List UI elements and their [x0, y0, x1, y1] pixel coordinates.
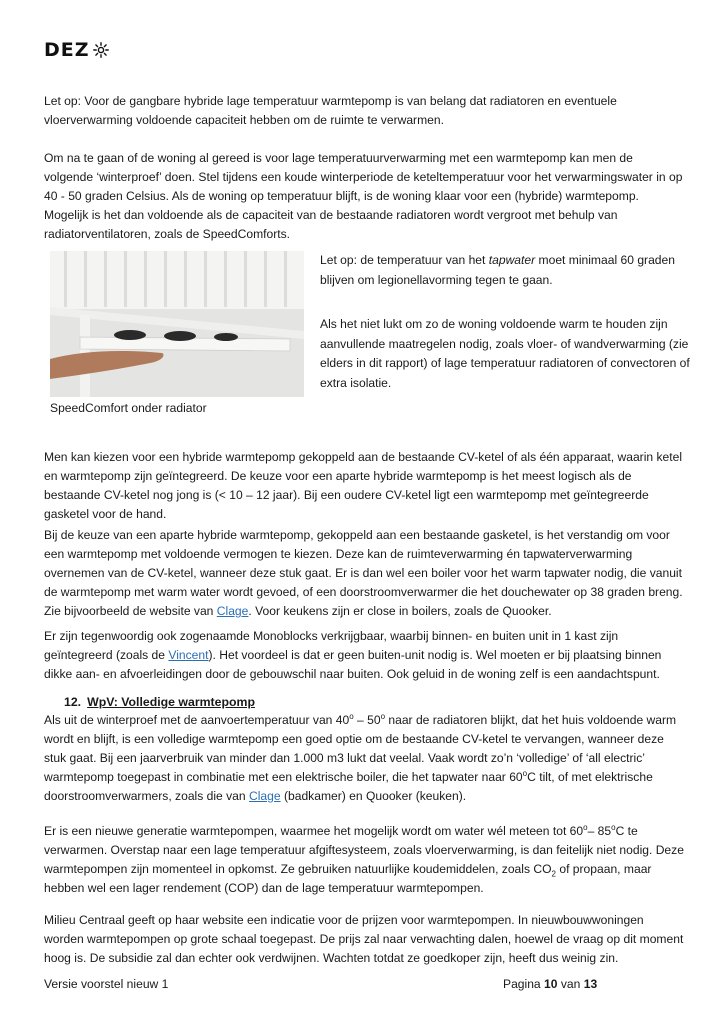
- page-current: 10: [544, 977, 558, 991]
- paragraph-hybrid-choice: Men kan kiezen voor een hybride warmtepomp gekoppeld aan de bestaande CV-ketel of als één apparaat, waarin ketel en warmtepomp zijn geïntegreerd. De keuze voor een aparte hybride warmtepomp is het meest logisch als de bestaande CV-ketel nog jong is (< 10 – 12 jaar). Bij een oudere CV-ketel ligt een warmtepomp met geïntegreerde gasketel voor de hand.: [44, 450, 683, 521]
- footer-version: Versie voorstel nieuw 1: [44, 977, 169, 991]
- clage-link-2[interactable]: Clage: [249, 789, 281, 803]
- paragraph-text: of propaan, maar hebben wel een lager rendement (COP) dan de lage temperatuur warmtepompen.: [44, 862, 652, 895]
- paragraph-text: – 85: [587, 824, 612, 838]
- paragraph-full-heatpump: [44, 711, 684, 806]
- side-note-emphasis: tapwater: [488, 253, 536, 267]
- page-of: van: [560, 977, 581, 991]
- page-label: Pagina: [503, 977, 541, 991]
- paragraph-text: naar de radiatoren blijkt, dat het huis voldoende warm wordt en blijft, is een volledige warmtepomp een goed optie om de bestaande CV-ketel te vervangen, wanneer deze stuk gaat. Bij een jaarverbruik van minder dan 1.000 m3 lukt dat veelal. Vaak wordt zo’n ‘volledige’ of ‘all electric’ warmtepomp toegepast in combinatie met een elektrische boiler, die het tapwater naar 60: [44, 713, 677, 784]
- paragraph-text: – 50: [353, 713, 381, 727]
- section-title: WpV: Volledige warmtepomp: [87, 695, 255, 709]
- degree-sup: o: [349, 711, 354, 721]
- sun-icon: [93, 42, 109, 58]
- clage-link[interactable]: Clage: [216, 604, 249, 618]
- degree-sup: o: [522, 768, 528, 778]
- logo: [44, 40, 109, 60]
- paragraph-text: Bij de keuze van een aparte hybride warmtepomp, gekoppeld aan een bestaande gasketel, is het verstandig om voor een warmtepomp met voldoende vermogen te kiezen. Deze kan de ruimteverwarming én tapwaterverwarming overnemen van de CV-ketel, wanneer deze stuk gaat. Er is dan wel een boiler voor het warm tapwater nodig, die vanuit de warmtepomp met warm water wordt gevoed, of een doorstroomverwarmer die het douchewater op 38 graden breng. Zie bijvoorbeeld de website van: [44, 528, 683, 618]
- paragraph-monoblocks: [44, 627, 684, 684]
- logo-text: DEZ: [44, 39, 90, 61]
- side-note-measures: Als het niet lukt om zo de woning voldoende warm te houden zijn aanvullende maatregelen nodig, zoals vloer- of wandverwarming (zie elders in dit rapport) of lage temperatuur radiatoren of convectoren of extra isolatie.: [320, 317, 690, 390]
- paragraph-new-generation: [44, 822, 684, 898]
- paragraph-winterproef: Om na te gaan of de woning al gereed is voor lage temperatuurverwarming met een warmtepomp kan men de volgende ‘winterproef’ doen. Stel tijdens een koude winterperiode de keteltemperatuur voor het verwarmingswater in op 40 - 50 graden Celsius. Als de woning op temperatuur blijft, is de woning klaar voor een (hybride) warmtepomp. Mogelijk is het dan voldoende als de capaciteit van de bestaande radiatoren wordt vergroot met behulp van radiatorventilatoren, zoals de SpeedComforts.: [44, 151, 683, 241]
- subscript: 2: [551, 869, 556, 879]
- paragraph-text: C tilt, of met elektrische doorstroomverwarmers, zoals die van: [44, 770, 653, 803]
- speedcomfort-photo: [50, 251, 304, 397]
- page-total: 13: [583, 977, 598, 991]
- degree-sup: o: [611, 822, 616, 832]
- paragraph-text: ). Het voordeel is dat er geen buiten-unit nodig is. Wel moeten er bij plaatsing binnen dikke aan- en afvoerleidingen door de gebouwschil naar buiten. Ook geluid in de woning zelf is een aandachtspunt.: [44, 648, 662, 681]
- side-note-tapwater: [320, 251, 690, 290]
- side-note-text: Let op: de temperatuur van het: [320, 253, 489, 267]
- paragraph-text: Als uit de winterproef met de aanvoertemperatuur van 40: [44, 713, 350, 727]
- paragraph-text: . Voor keukens zijn er close in boilers, zoals de Quooker.: [248, 604, 552, 618]
- degree-sup: o: [583, 822, 588, 832]
- footer-page-number: [503, 977, 597, 991]
- section-number: 12.: [64, 695, 82, 709]
- section-heading: [64, 693, 255, 711]
- paragraph-separate-hybrid: [44, 526, 684, 621]
- paragraph-text: C te verwarmen. Overstap naar een lage temperatuur afgiftesysteem, zoals vloerverwarming, is dan feitelijk niet nodig. Deze warmtepompen zijn momenteel in opkomst. Ze gebruiken natuurlijke koudemiddelen, zoals CO: [44, 824, 684, 876]
- side-note-text: moet minimaal 60 graden blijven om legionellavorming tegen te gaan.: [320, 253, 675, 287]
- paragraph-prices: Milieu Centraal geeft op haar website een indicatie voor de prijzen voor warmtepompen. In nieuwbouwwoningen worden warmtepompen op grote schaal toegepast. De prijs zal naar verwachting dalen, hoewel de vraag op dit moment hoog is. De subsidie zal dan echter ook verdwijnen. Wachten totdat ze goedkoper zijn, heeft dus weinig zin.: [44, 913, 684, 965]
- paragraph-text: (badkamer) en Quooker (keuken).: [280, 789, 467, 803]
- figure-caption: SpeedComfort onder radiator: [50, 401, 207, 415]
- paragraph-text: Er is een nieuwe generatie warmtepompen, waarmee het mogelijk wordt om water wél meteen tot 60: [44, 824, 584, 838]
- paragraph-note-radiators: Let op: Voor de gangbare hybride lage temperatuur warmtepomp is van belang dat radiatoren en eventuele vloerverwarming voldoende capaciteit hebben om de ruimte te verwarmen.: [44, 94, 617, 127]
- degree-sup: o: [380, 711, 386, 721]
- radiator-fan-illustration: [50, 251, 304, 397]
- vincent-link[interactable]: Vincent: [168, 648, 209, 662]
- paragraph-text: Er zijn tegenwoordig ook zogenaamde Monoblocks verkrijgbaar, waarbij binnen- en buiten unit in 1 kast zijn geïntegreerd (zoals de: [44, 629, 619, 662]
